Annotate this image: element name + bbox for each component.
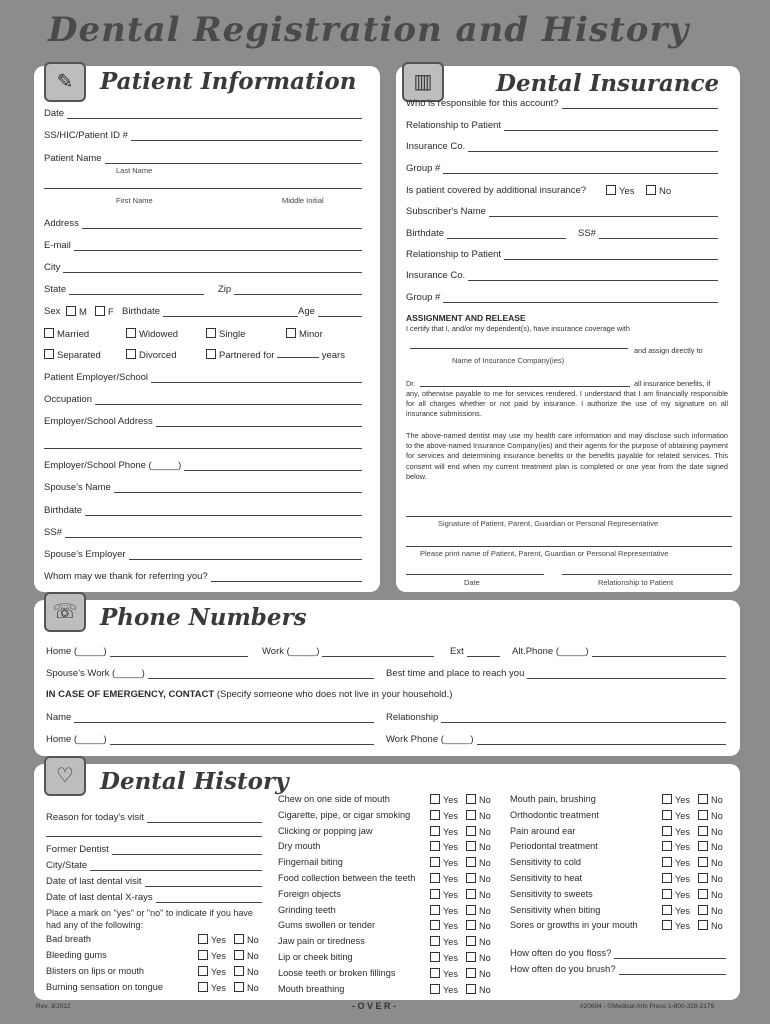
condition-no-checkbox[interactable] [234,934,259,945]
minor-checkbox[interactable]: Minor [286,328,323,340]
condition-no-checkbox[interactable] [698,794,723,805]
print-name-caption: Please print name of Patient, Parent, Guardian or Personal Representative [420,549,669,558]
condition-no-checkbox[interactable] [698,857,723,868]
emergency-name-label: Name [46,712,72,723]
condition-label: Lip or cheek biting [278,952,353,962]
condition-no-checkbox[interactable] [466,936,491,947]
date-label: Date [44,108,65,119]
no-label: No [711,858,723,869]
condition-yes-checkbox[interactable] [198,966,226,977]
condition-label: Bad breath [46,934,91,944]
condition-yes-checkbox[interactable] [430,857,458,868]
condition-yes-checkbox[interactable] [430,968,458,979]
no-label: No [711,826,723,837]
no-label: No [711,905,723,916]
relationship-to-patient-line[interactable] [562,574,732,575]
yes-label: Yes [443,810,458,821]
work-phone-field[interactable] [262,646,434,657]
over-label: - O V E R - [352,1001,397,1011]
sex-label: Sex [44,306,61,317]
yes-label: Yes [675,905,690,916]
date-field[interactable] [44,108,362,119]
dr-benefits-text: all insurance benefits, if [634,379,711,388]
last-name-caption: Last Name [116,166,153,175]
condition-no-checkbox[interactable] [234,966,259,977]
condition-no-checkbox[interactable] [466,952,491,963]
spouse-birthdate-field[interactable] [44,505,362,516]
condition-no-checkbox[interactable] [234,982,259,993]
last-visit-label: Date of last dental visit [46,876,142,887]
reason-label: Reason for today's visit [46,812,144,823]
condition-no-checkbox[interactable] [698,810,723,821]
additional-no-checkbox[interactable]: No [646,185,671,197]
employer-phone-field[interactable] [44,460,362,471]
condition-label: Foreign objects [278,888,341,899]
single-checkbox[interactable]: Single [206,328,245,340]
ss-label: SS# [44,527,62,538]
spouse-name-label: Spouse's Name [44,482,111,493]
condition-yes-checkbox[interactable] [662,794,690,805]
condition-no-checkbox[interactable] [466,920,491,931]
condition-label: Orthodontic treatment [510,809,599,820]
condition-label: Sensitivity to sweets [510,888,593,899]
condition-no-checkbox[interactable] [466,857,491,868]
partnered-checkbox[interactable]: Partnered for years [206,349,345,361]
yes-label: Yes [211,935,226,945]
condition-no-checkbox[interactable] [466,984,491,995]
print-name-line[interactable] [406,546,732,547]
sex-m-label: M [79,307,87,318]
dental-history-heading: Dental History [100,768,289,795]
no-label: No [479,921,491,932]
best-time-label: Best time and place to reach you [386,668,525,679]
condition-yes-checkbox[interactable] [430,920,458,931]
condition-yes-checkbox[interactable] [430,841,458,852]
emergency-relationship-field[interactable] [386,712,726,723]
yes-label: Yes [675,826,690,837]
patient-information-heading: Patient Information [100,68,357,95]
condition-yes-checkbox[interactable] [430,984,458,995]
state-label: State [44,284,67,295]
city-state-field[interactable] [46,860,262,871]
condition-yes-checkbox[interactable] [430,810,458,821]
spouse-employer-field[interactable] [44,549,362,560]
subscriber-ss-label: SS# [578,228,596,239]
emergency-work-phone-label: Work Phone (_____) [386,734,474,745]
release-text: The above-named dentist may use my health care information and may disclose such information to the above-named Insurance Company(ies) and their agents for the purpose of obtaining payment for services and determining insurance benefits or the benefits payable for related services. This consent will end when my current treatment plan is completed or one year from the date signed below. [406,431,728,481]
condition-label: Mouth breathing [278,983,345,994]
employer-address-field[interactable] [44,416,362,427]
condition-label: Fingernail biting [278,857,343,868]
condition-yes-checkbox[interactable] [430,826,458,837]
no-label: No [479,874,491,884]
assign-directly-text: and assign directly to [634,346,703,355]
revision-note: Rev. 3/2012 [36,1003,71,1010]
first-name-caption: First Name [116,196,153,205]
company-names-caption: Name of Insurance Company(ies) [452,356,565,365]
condition-label: Sensitivity to heat [510,873,583,883]
condition-no-checkbox[interactable] [466,873,491,884]
separated-checkbox[interactable]: Separated [44,349,101,361]
no-label: No [247,967,259,977]
yes-label: Yes [443,874,458,884]
brush-label: How often do you brush? [510,964,616,975]
tooth-icon: ♡ [44,756,86,796]
group-field[interactable] [406,163,718,174]
yes-label: Yes [675,858,690,869]
yes-label: Yes [443,826,458,837]
condition-label: Bleeding gums [46,950,107,960]
no-label: No [479,826,491,837]
no-label: No [479,968,491,979]
yes-no-instructions: Place a mark on "yes" or "no" to indicate if you have had any of the following: [46,908,253,930]
yes-label: Yes [443,937,458,948]
condition-no-checkbox[interactable] [698,905,723,916]
emergency-work-phone-field[interactable] [386,734,726,745]
signature-line[interactable] [406,516,732,517]
condition-yes-checkbox[interactable] [662,810,690,821]
relationship-to-patient-caption: Relationship to Patient [598,578,674,587]
city-state-label: City/State [46,860,88,871]
no-label: No [247,983,259,993]
condition-yes-checkbox[interactable] [662,889,690,900]
yes-label: Yes [211,983,226,993]
no-label: No [479,984,491,995]
condition-no-checkbox[interactable] [698,841,723,852]
employer-address-label: Employer/School Address [44,416,153,427]
address-field[interactable] [44,218,362,229]
condition-label: Cigarette, pipe, or cigar smoking [278,809,411,820]
condition-no-checkbox[interactable] [466,826,491,837]
condition-label: Gums swollen or tender [278,920,376,931]
certify-text: I certify that I, and/or my dependent(s), have insurance coverage with [406,324,630,333]
ss-field[interactable] [44,527,362,538]
best-time-field[interactable] [386,668,726,679]
city-label: City [44,262,61,273]
condition-label: Chew on one side of mouth [278,794,390,804]
floss-field[interactable] [510,948,726,959]
occupation-field[interactable] [44,394,362,405]
yes-label: Yes [675,795,690,805]
last-visit-field[interactable] [46,876,262,887]
condition-label: Mouth pain, brushing [510,794,596,804]
insurance-company2-label: Insurance Co. [406,270,466,281]
patient-id-label: SS/HIC/Patient ID # [44,130,128,141]
condition-no-checkbox[interactable] [466,889,491,900]
no-label: No [711,889,723,900]
condition-yes-checkbox[interactable] [198,934,226,945]
condition-yes-checkbox[interactable] [430,889,458,900]
dr-line[interactable] [420,386,630,387]
insurance-company2-field[interactable] [406,270,718,281]
condition-yes-checkbox[interactable] [430,873,458,884]
additional-insurance-question: Is patient covered by additional insurance? [406,185,587,196]
years-label: years [321,350,345,361]
birthdate-label: Birthdate [122,306,161,317]
form-title: Dental Registration and History [48,10,690,50]
condition-yes-checkbox[interactable] [198,950,226,961]
age-label: Age [298,306,315,317]
home-phone-field[interactable] [46,646,248,657]
yes-label: Yes [443,968,458,979]
condition-yes-checkbox[interactable] [662,841,690,852]
subscriber-label: Subscriber's Name [406,206,486,217]
patient-name-field[interactable] [44,153,362,164]
no-label: No [711,795,723,805]
emergency-name-field[interactable] [46,712,374,723]
former-dentist-field[interactable] [46,844,262,855]
subscriber-ss-field[interactable] [578,228,718,239]
yes-label: Yes [675,921,690,932]
home-phone-label: Home (_____) [46,646,107,657]
address-label: Address [44,218,79,229]
condition-label: Sensitivity to cold [510,857,581,868]
referral-label: Whom may we thank for referring you? [44,571,208,582]
spouse-birthdate-label: Birthdate [44,505,83,516]
no-label: No [247,935,259,945]
condition-yes-checkbox[interactable] [662,920,690,931]
sign-date-caption: Date [464,578,480,587]
clipboard-icon: ✎ [44,62,86,102]
email-field[interactable] [44,240,362,251]
patient-information-panel [34,66,380,592]
ext-label: Ext [450,646,464,657]
condition-no-checkbox[interactable] [466,841,491,852]
sex-m-checkbox[interactable] [66,306,87,318]
assignment-heading: ASSIGNMENT AND RELEASE [406,313,526,323]
reason-field[interactable] [46,812,262,823]
condition-label: Sores or growths in your mouth [510,920,638,931]
no-label: No [711,810,723,821]
last-xrays-field[interactable] [46,892,262,903]
condition-label: Sensitivity when biting [510,904,601,915]
dental-history-panel [34,764,740,1000]
birthdate-field[interactable] [122,306,298,317]
no-label: No [479,858,491,869]
condition-label: Dry mouth [278,841,321,852]
middle-initial-caption: Middle Initial [282,196,324,205]
patient-name-label: Patient Name [44,153,102,164]
condition-yes-checkbox[interactable] [430,952,458,963]
condition-label: Grinding teeth [278,904,336,915]
insurance-company-label: Insurance Co. [406,141,466,152]
employer-field[interactable] [44,372,362,383]
yes-label: Yes [211,967,226,977]
condition-no-checkbox[interactable] [698,889,723,900]
widowed-checkbox[interactable]: Widowed [126,328,178,340]
ext-field[interactable] [450,646,500,657]
no-label: No [479,953,491,963]
yes-label: Yes [443,795,458,805]
no-label: No [247,951,259,961]
building-icon: ▥ [402,62,444,102]
yes-label: Yes [675,874,690,884]
no-label: No [479,795,491,805]
insurance-company-names-line[interactable] [410,348,628,349]
condition-yes-checkbox[interactable] [662,873,690,884]
group2-label: Group # [406,292,441,303]
group2-field[interactable] [406,292,718,303]
no-label: No [711,842,723,853]
insurance-company-field[interactable] [406,141,718,152]
condition-no-checkbox[interactable] [466,968,491,979]
occupation-label: Occupation [44,394,93,405]
yes-label: Yes [443,953,458,963]
phone-numbers-panel [34,600,740,756]
patient-id-field[interactable] [44,130,362,141]
condition-no-checkbox[interactable] [466,794,491,805]
condition-no-checkbox[interactable] [698,920,723,931]
referral-field[interactable] [44,571,362,582]
group-label: Group # [406,163,441,174]
condition-yes-checkbox[interactable] [662,826,690,837]
yes-label: Yes [443,889,458,900]
yes-label: Yes [443,984,458,995]
work-phone-label: Work (_____) [262,646,320,657]
yes-label: Yes [211,951,226,961]
condition-yes-checkbox[interactable] [430,905,458,916]
sex-f-label: F [108,307,114,318]
state-field[interactable] [44,284,204,295]
spouse-work-field[interactable] [46,668,374,679]
additional-yes-checkbox[interactable]: Yes [606,185,635,197]
age-field[interactable] [298,306,362,317]
city-field[interactable] [44,262,362,273]
yes-label: Yes [675,810,690,821]
zip-label: Zip [218,284,232,295]
publisher-code: #20694 - ©Medical Arts Press 1-800-328-2179 [580,1003,715,1010]
condition-label: Pain around ear [510,825,576,836]
condition-label: Jaw pain or tiredness [278,936,365,947]
alt-phone-field[interactable] [512,646,726,657]
spouse-employer-label: Spouse's Employer [44,549,126,560]
no-label: No [479,937,491,948]
dr-label: Dr. [406,379,416,388]
no-label: No [479,842,491,853]
sex-f-checkbox[interactable] [95,306,114,318]
no-label: No [479,810,491,821]
email-label: E-mail [44,240,71,251]
dental-insurance-panel [396,66,740,592]
subscriber-birthdate-field[interactable] [406,228,566,239]
condition-yes-checkbox[interactable] [430,936,458,947]
condition-label: Food collection between the teeth [278,873,416,883]
phone-icon: ☏ [44,592,86,632]
subscriber-field[interactable] [406,206,718,217]
no-label: No [711,874,723,884]
condition-label: Blisters on lips or mouth [46,966,145,976]
responsible-field[interactable] [406,98,718,109]
condition-label: Burning sensation on tongue [46,982,163,992]
condition-label: Periodontal treatment [510,841,598,852]
no-label: No [711,921,723,932]
alt-phone-label: Alt.Phone (_____) [512,646,589,657]
subscriber-birthdate-label: Birthdate [406,228,445,239]
yes-label: Yes [675,889,690,900]
first-name-line[interactable] [44,188,362,189]
married-checkbox[interactable]: Married [44,328,89,340]
divorced-checkbox[interactable]: Divorced [126,349,177,361]
condition-yes-checkbox[interactable] [430,794,458,805]
relationship2-field[interactable] [406,249,718,260]
no-label: No [479,905,491,916]
condition-yes-checkbox[interactable] [662,905,690,916]
sign-date-line[interactable] [406,574,544,575]
employer-phone-label: Employer/School Phone (_____) [44,460,182,471]
yes-label: Yes [443,905,458,916]
former-dentist-label: Former Dentist [46,844,109,855]
condition-label: Loose teeth or broken fillings [278,967,396,978]
no-label: No [479,889,491,900]
dental-insurance-heading: Dental Insurance [496,70,720,97]
condition-no-checkbox[interactable] [698,873,723,884]
relationship2-label: Relationship to Patient [406,249,502,260]
spouse-work-label: Spouse's Work (_____) [46,668,145,679]
emergency-home-field[interactable] [46,734,374,745]
brush-field[interactable] [510,964,726,975]
yes-label: Yes [443,921,458,932]
condition-no-checkbox[interactable] [466,905,491,916]
condition-label: Clicking or popping jaw [278,825,373,836]
reason-line-2[interactable] [46,836,262,837]
employer-label: Patient Employer/School [44,372,149,383]
emergency-contact-heading: IN CASE OF EMERGENCY, CONTACT (Specify someone who does not live in your household.) [46,689,453,700]
last-xrays-label: Date of last dental X-rays [46,892,153,903]
condition-no-checkbox[interactable] [234,950,259,961]
emergency-home-label: Home (_____) [46,734,107,745]
benefits-text: any, otherwise payable to me for services rendered. I understand that I am financially responsible for all charges whether or not paid by insurance. I authorize the use of my signature on all insurance submissions. [406,389,728,419]
phone-numbers-heading: Phone Numbers [100,604,307,631]
emergency-relationship-label: Relationship [386,712,439,723]
signature-caption: Signature of Patient, Parent, Guardian or Personal Representative [438,519,659,528]
employer-address-line-2[interactable] [44,448,362,449]
condition-yes-checkbox[interactable] [198,982,226,993]
spouse-name-field[interactable] [44,482,362,493]
yes-label: Yes [443,858,458,869]
yes-label: Yes [443,842,458,853]
condition-yes-checkbox[interactable] [662,857,690,868]
floss-label: How often do you floss? [510,948,612,959]
zip-field[interactable] [218,284,362,295]
condition-no-checkbox[interactable] [698,826,723,837]
condition-no-checkbox[interactable] [466,810,491,821]
responsible-label: Who is responsible for this account? [406,98,559,109]
yes-label: Yes [675,842,690,853]
relationship-label: Relationship to Patient [406,120,502,131]
relationship-field[interactable] [406,120,718,131]
